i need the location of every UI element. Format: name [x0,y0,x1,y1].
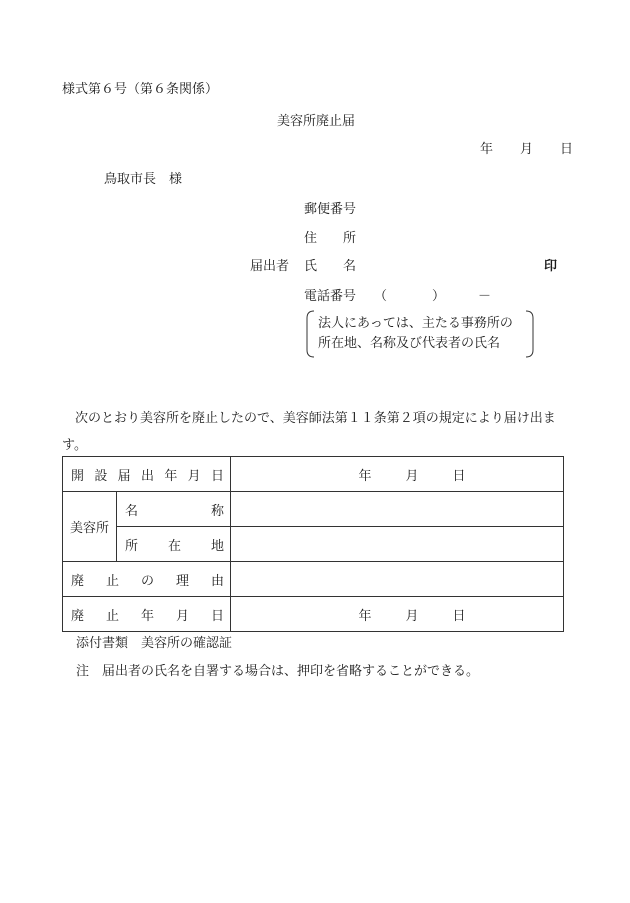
form-number: 様式第６号（第６条関係） [62,82,219,97]
phone-open-paren: （ [374,289,388,304]
body-text: 次のとおり美容所を廃止したので、美容師法第１１条第２項の規定により届け出ます。 [62,411,556,453]
document-title: 美容所廃止届 [277,114,356,129]
closure-date-label: 廃 止 年 月 日 [71,608,224,624]
salon-address-label: 所 在 地 [125,538,224,554]
salon-group-label: 美容所 [63,492,117,562]
addressee: 鳥取市長 様 [104,172,183,187]
postal-code-label: 郵便番号 [304,202,357,217]
closure-date-year: 年 [358,608,372,624]
opening-date-year: 年 [358,468,372,484]
closure-date-month: 月 [405,608,419,624]
opening-date-month: 月 [405,468,419,484]
closure-reason-label: 廃 止 の 理 由 [71,573,224,589]
phone-label: 電話番号 [304,289,357,304]
address-label: 住 所 [304,231,357,246]
note-line: 注 届出者の氏名を自署する場合は、押印を省略することができる。 [76,664,480,679]
closure-date-day: 日 [452,608,466,624]
corporate-note-line2: 所在地、名称及び代表者の氏名 [318,336,501,351]
opening-date-value [231,457,564,492]
date-day: 日 [560,142,574,157]
table-row-salon-name [63,492,564,527]
table-row-closure-reason [63,562,564,597]
seal-mark: 印 [544,259,558,274]
table-row-closure-date [63,597,564,632]
phone-dash: － [478,289,492,304]
closure-date-value [231,597,564,632]
table-row-salon-address [63,527,564,562]
closure-reason-value [231,562,564,597]
closure-table [62,456,564,632]
salon-name-value [231,492,564,527]
phone-close-paren: ） [432,289,446,304]
applicant-label: 届出者 [250,259,290,274]
corporate-note-line1: 法人にあっては、主たる事務所の [318,316,513,331]
date-year: 年 [480,142,494,157]
salon-name-label: 名 称 [125,503,224,519]
opening-date-day: 日 [452,468,466,484]
date-month: 月 [520,142,534,157]
salon-address-value [231,527,564,562]
opening-date-label: 開 設 届 出 年 月 日 [71,468,224,484]
name-label: 氏 名 [304,259,357,274]
attachment-line: 添付書類 美容所の確認証 [76,636,233,651]
table-row-opening-date [63,457,564,492]
